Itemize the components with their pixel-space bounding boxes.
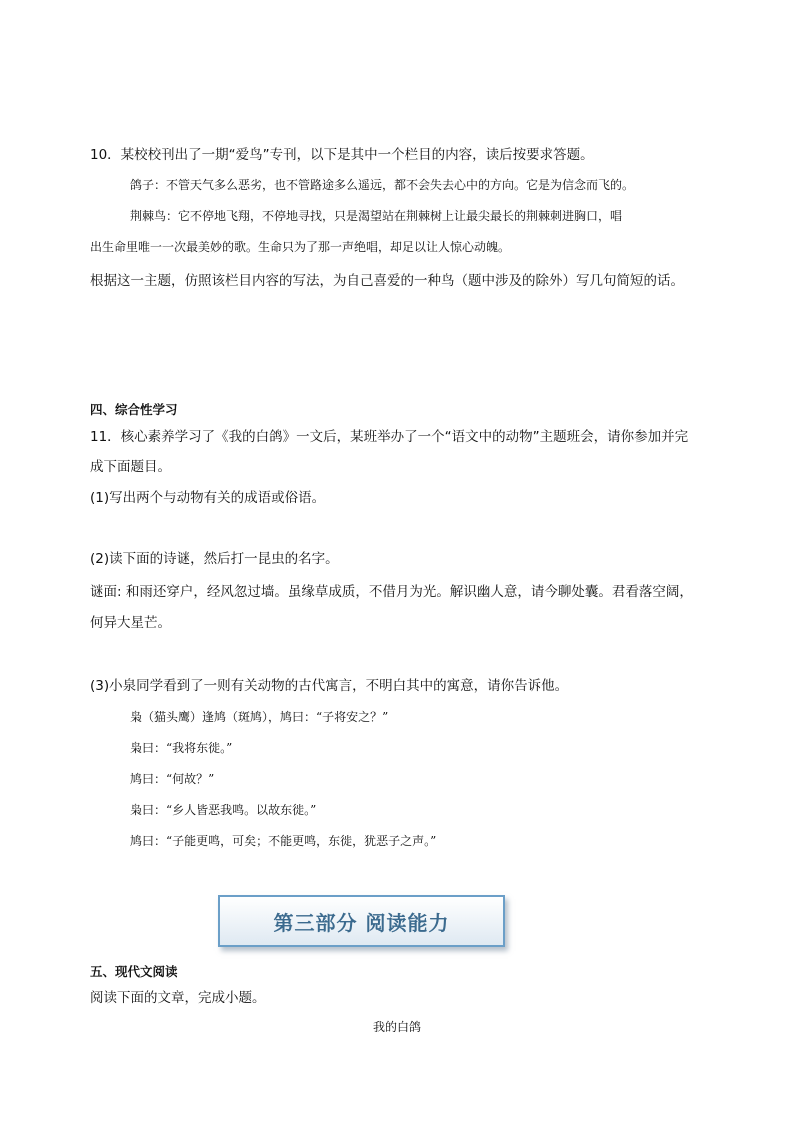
fable-line: 枭曰：“乡人皆恶我鸣。以故东徙。”	[130, 803, 317, 817]
section-4-heading: 四、综合性学习	[90, 402, 178, 417]
riddle-line-2: 何异大星芒。	[90, 615, 171, 631]
q11-sub2: (2)读下面的诗谜，然后打一昆虫的名字。	[90, 551, 339, 567]
q11-intro-2: 成下面题目。	[90, 459, 171, 475]
fable-line: 枭曰：“我将东徙。”	[130, 741, 233, 755]
article-title: 我的白鸽	[372, 1020, 421, 1034]
q10-thornbird-text-2: 出生命里唯一一次最美妙的歌。生命只为了那一声绝唱，却足以让人惊心动魄。	[90, 240, 511, 254]
q11-sub1: (1)写出两个与动物有关的成语或俗语。	[90, 490, 326, 506]
fable-line: 枭（猫头鹰）逢鸠（斑鸠），鸠曰：“子将安之？”	[130, 710, 389, 724]
section-5-heading: 五、现代文阅读	[90, 964, 178, 979]
banner-title: 第三部分 阅读能力	[273, 910, 450, 935]
q10-prompt: 10．某校校刊出了一期“爱鸟”专刊，以下是其中一个栏目的内容，读后按要求答题。	[90, 147, 594, 163]
section-5-instruction: 阅读下面的文章，完成小题。	[90, 990, 266, 1006]
fable-line: 鸠曰：“子能更鸣，可矣；不能更鸣，东徙，犹恶子之声。”	[130, 834, 437, 848]
fable-line: 鸠曰：“何故？”	[130, 772, 215, 786]
q11-sub3: (3)小泉同学看到了一则有关动物的古代寓言，不明白其中的寓意，请你告诉他。	[90, 678, 569, 694]
q10-instruction: 根据这一主题，仿照该栏目内容的写法，为自己喜爱的一种鸟（题中涉及的除外）写几句简短的话。	[90, 273, 684, 289]
q11-intro-1: 11．核心素养学习了《我的白鸽》一文后，某班举办了一个“语文中的动物”主题班会，请你参加并完	[90, 429, 689, 445]
part-three-banner	[218, 895, 505, 947]
q10-thornbird-text-1: 荆棘鸟：它不停地飞翔，不停地寻找，只是渴望站在荆棘树上让最尖最长的荆棘刺进胸口，唱	[130, 209, 623, 223]
q10-pigeon-text: 鸽子：不管天气多么恶劣，也不管路途多么遥远，都不会失去心中的方向。它是为信念而飞的。	[130, 178, 635, 192]
riddle-line-1: 谜面: 和雨还穿户，经风忽过墙。虽缘草成质，不借月为光。解识幽人意，请今聊处囊。君看落空阔，	[90, 584, 693, 600]
